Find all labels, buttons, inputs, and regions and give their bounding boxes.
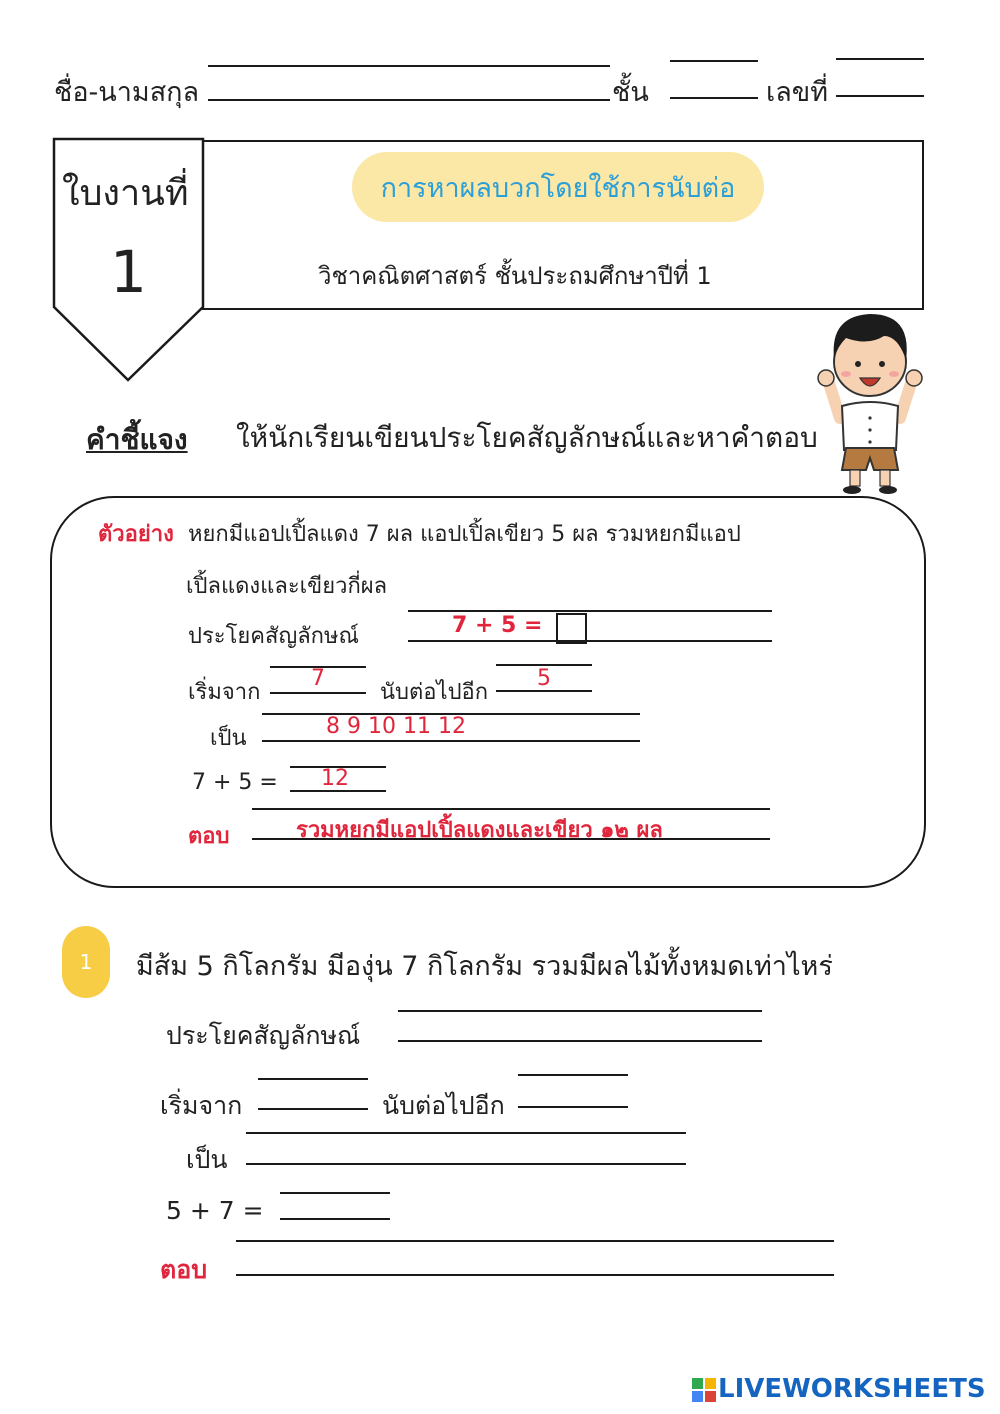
example-answer-value: รวมหยกมีแอปเปิ้ลแดงและเขียว ๑๒ ผล <box>296 818 663 843</box>
q1-answer-label: ตอบ <box>160 1255 208 1284</box>
example-start-value: 7 <box>311 666 325 691</box>
example-equation-value: 12 <box>321 766 349 791</box>
instructions-text: ให้นักเรียนเขียนประโยคสัญลักษณ์และหาคำตอบ <box>236 421 818 454</box>
example-start-line <box>270 692 366 694</box>
q1-sentence-label: ประโยคสัญลักษณ์ <box>166 1021 361 1050</box>
number-label: เลขที่ <box>766 77 829 108</box>
liveworksheets-logo-icon <box>692 1378 716 1402</box>
q1-equation-input[interactable] <box>280 1218 390 1220</box>
q1-sentence-input[interactable] <box>398 1040 762 1042</box>
example-sequence-value: 8 9 10 11 12 <box>326 714 466 739</box>
class-line-top <box>670 60 758 62</box>
q1-count-line-top <box>518 1074 628 1076</box>
worksheet-number: 1 <box>110 238 147 306</box>
example-problem-line2: เปิ้ลแดงและเขียวกี่ผล <box>186 574 388 599</box>
example-sequence-line <box>262 740 640 742</box>
question-number-badge: 1 <box>62 926 110 998</box>
name-line-top <box>208 65 610 67</box>
class-label: ชั้น <box>612 77 649 108</box>
q1-start-label: เริ่มจาก <box>160 1091 243 1120</box>
worksheet-label: ใบงานที่ <box>62 173 189 214</box>
name-label: ชื่อ-นามสกุล <box>54 77 200 108</box>
instructions-label: คำชี้แจง <box>86 423 188 456</box>
example-sentence-value: 7 + 5 = <box>452 613 543 638</box>
q1-equation-label: 5 + 7 = <box>166 1196 264 1225</box>
q1-start-input[interactable] <box>258 1108 368 1110</box>
example-start-label: เริ่มจาก <box>188 680 261 705</box>
q1-sequence-line-top <box>246 1132 686 1134</box>
q1-sentence-line-top <box>398 1010 762 1012</box>
worksheet-title: การหาผลบวกโดยใช้การนับต่อ <box>380 173 736 204</box>
example-count-label: นับต่อไปอีก <box>380 680 489 705</box>
example-answer-label: ตอบ <box>188 824 230 849</box>
worksheet-subject: วิชาคณิตศาสตร์ ชั้นประถมศึกษาปีที่ 1 <box>318 262 712 290</box>
example-sentence-label: ประโยคสัญลักษณ์ <box>188 624 359 649</box>
example-problem-line1: หยกมีแอปเปิ้ลแดง 7 ผล แอปเปิ้ลเขียว 5 ผล รวมหยกมีแอป <box>188 522 741 547</box>
question1-text: มีส้ม 5 กิโลกรัม มีองุ่น 7 กิโลกรัม รวมมีผลไม้ทั้งหมดเท่าไหร่ <box>136 951 833 982</box>
number-line-top <box>836 58 924 60</box>
name-field[interactable] <box>208 99 610 101</box>
q1-answer-input[interactable] <box>236 1274 834 1276</box>
q1-sequence-label: เป็น <box>186 1145 228 1174</box>
q1-count-label: นับต่อไปอีก <box>382 1091 505 1120</box>
footer-brand[interactable]: LIVEWORKSHEETS <box>718 1374 986 1404</box>
example-answer-box <box>556 613 587 644</box>
example-sentence-line-top <box>408 610 772 612</box>
q1-answer-line-top <box>236 1240 834 1242</box>
q1-count-input[interactable] <box>518 1106 628 1108</box>
example-sequence-label: เป็น <box>210 726 247 751</box>
example-label: ตัวอย่าง <box>98 522 174 547</box>
example-count-value: 5 <box>537 666 551 691</box>
q1-equation-line-top <box>280 1192 390 1194</box>
class-field[interactable] <box>670 97 758 99</box>
boy-illustration <box>806 306 934 496</box>
q1-sequence-input[interactable] <box>246 1163 686 1165</box>
example-equation-label: 7 + 5 = <box>192 770 278 795</box>
number-field[interactable] <box>836 95 924 97</box>
example-sentence-line <box>408 640 772 642</box>
example-answer-line-top <box>252 808 770 810</box>
q1-start-line-top <box>258 1078 368 1080</box>
